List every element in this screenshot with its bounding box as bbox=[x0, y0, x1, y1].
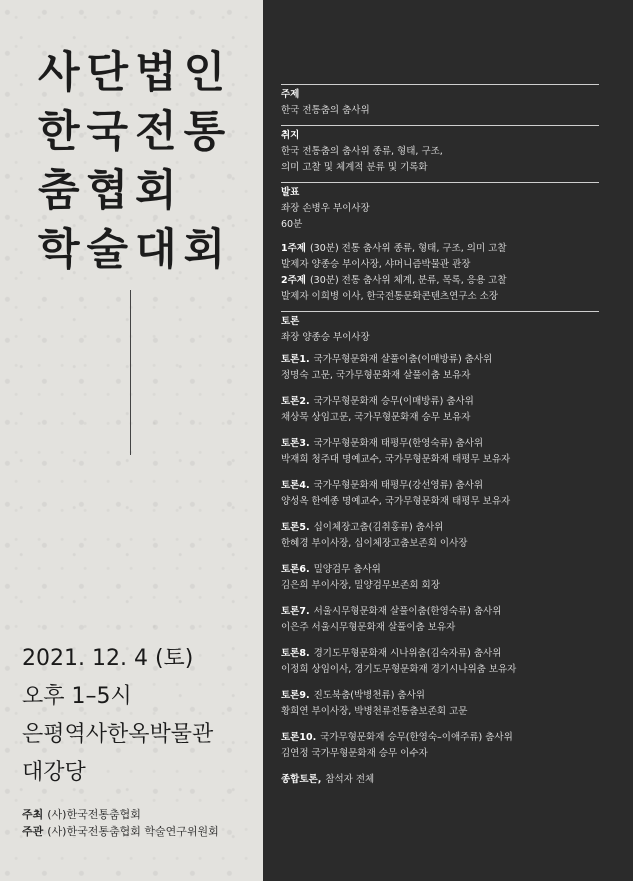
discussion-item bbox=[281, 520, 599, 552]
host-name: (사)한국전통춤협회 bbox=[47, 808, 141, 821]
discussion-title-line bbox=[281, 604, 599, 620]
discussion-speaker: 이정희 상임이사, 경기도무형문화재 경기시나위춤 보유자 bbox=[281, 664, 517, 675]
topic1-title bbox=[281, 241, 599, 257]
topic1-text: (30분) 전통 춤사위 종류, 형태, 구조, 의미 고찰 bbox=[309, 243, 507, 254]
discussion-item bbox=[281, 604, 599, 636]
discussion-item bbox=[281, 478, 599, 510]
discussion-title: 국가무형문화재 태평무(강선영류) 춤사위 bbox=[313, 480, 484, 491]
discussion-speaker: 김연정 국가무형문화재 승무 이수자 bbox=[281, 748, 428, 759]
discussion-number: 토론7. bbox=[281, 606, 310, 617]
discussion-title-line bbox=[281, 730, 599, 746]
discussion-number: 토론10. bbox=[281, 732, 317, 743]
discussion-title: 밀양검무 춤사위 bbox=[313, 564, 381, 575]
discussion-number: 토론3. bbox=[281, 438, 310, 449]
discussion-speaker: 박재희 청주대 명예교수, 국가무형문화재 태평무 보유자 bbox=[281, 454, 511, 465]
event-venue: 은평역사한옥박물관 bbox=[22, 722, 214, 747]
topic1-label: 1주제 bbox=[281, 243, 306, 254]
topic2-label: 2주제 bbox=[281, 275, 306, 286]
discussion-number: 토론6. bbox=[281, 564, 310, 575]
discussion-speaker: 정명숙 고문, 국가무형문화재 살풀이춤 보유자 bbox=[281, 370, 471, 381]
presentation-chair: 좌장 손병우 부이사장 bbox=[281, 203, 370, 214]
discussion-item bbox=[281, 352, 599, 384]
host-line bbox=[22, 806, 219, 823]
topic2-presenter: 발제자 이희병 이사, 한국전통문화콘텐츠연구소 소장 bbox=[281, 291, 498, 302]
vertical-divider bbox=[130, 290, 131, 455]
title-line-4: 학술대회 bbox=[38, 225, 233, 275]
discussion-title-line bbox=[281, 352, 599, 368]
discussion-number: 토론9. bbox=[281, 690, 310, 701]
discussion-item bbox=[281, 436, 599, 468]
purpose-line-1: 한국 전통춤의 춤사위 종류, 형태, 구조, bbox=[281, 146, 443, 157]
organizers bbox=[22, 806, 219, 840]
topic2-title bbox=[281, 273, 599, 289]
discussion-item bbox=[281, 730, 599, 762]
discussion-title: 국가무형문화재 승무(한영숙–이애주류) 춤사위 bbox=[320, 732, 513, 743]
organizer-name: (사)한국전통춤협회 학술연구위원회 bbox=[47, 825, 219, 838]
discussion-title: 국가무형문화재 승무(이매방류) 춤사위 bbox=[313, 396, 474, 407]
title-line-1: 사단법인 bbox=[38, 48, 233, 98]
discussion-title-line bbox=[281, 394, 599, 410]
discussion-number: 토론8. bbox=[281, 648, 310, 659]
purpose-label: 취지 bbox=[281, 130, 300, 141]
discussion-title: 십이체장고춤(김취홍류) 춤사위 bbox=[313, 522, 444, 533]
presentation-duration: 60분 bbox=[281, 219, 303, 230]
section-rule bbox=[281, 125, 599, 126]
discussion-speaker: 김은희 부이사장, 밀양검무보존회 회장 bbox=[281, 580, 440, 591]
organizer-line bbox=[22, 823, 219, 840]
discussion-number: 토론5. bbox=[281, 522, 310, 533]
discussion-speaker: 양성옥 한예종 명예교수, 국가무형문화재 태평무 보유자 bbox=[281, 496, 511, 507]
discussion-item bbox=[281, 562, 599, 594]
section-rule bbox=[281, 84, 599, 85]
topic1-presenter: 발제자 양종승 부이사장, 샤머니즘박물관 관장 bbox=[281, 259, 471, 270]
discussion-number: 토론1. bbox=[281, 354, 310, 365]
theme-label: 주제 bbox=[281, 89, 300, 100]
general-text: 참석자 전체 bbox=[325, 774, 375, 785]
section-rule bbox=[281, 311, 599, 312]
discussion-title-line bbox=[281, 646, 599, 662]
event-info bbox=[22, 640, 213, 792]
purpose-line-2: 의미 고찰 및 체계적 분류 및 기록화 bbox=[281, 162, 428, 173]
discussion-speaker: 이은주 서울시무형문화재 살풀이춤 보유자 bbox=[281, 622, 456, 633]
topic2-text: (30분) 전통 춤사위 체계, 분류, 목록, 응용 고찰 bbox=[309, 275, 507, 286]
discussion-speaker: 황희연 부이사장, 박병천류전통춤보존회 고문 bbox=[281, 706, 468, 717]
discussion-item bbox=[281, 688, 599, 720]
theme-text: 한국 전통춤의 춤사위 bbox=[281, 105, 370, 116]
discussion-title-line bbox=[281, 436, 599, 452]
discussion-title: 서울시무형문화재 살풀이춤(한영숙류) 춤사위 bbox=[313, 606, 502, 617]
discussion-item bbox=[281, 394, 599, 426]
discussion-title-line bbox=[281, 520, 599, 536]
discussion-chair: 좌장 양종승 부이사장 bbox=[281, 332, 370, 343]
title-line-2: 한국전통 bbox=[38, 107, 233, 157]
discussion-list bbox=[281, 352, 599, 762]
discussion-number: 토론2. bbox=[281, 396, 310, 407]
discussion-number: 토론4. bbox=[281, 480, 310, 491]
discussion-title: 국가무형문화재 살풀이춤(이매방류) 춤사위 bbox=[313, 354, 493, 365]
program-content bbox=[281, 84, 599, 788]
general-label: 종합토론, bbox=[281, 774, 322, 785]
left-panel bbox=[0, 0, 263, 881]
event-time: 오후 1–5시 bbox=[22, 684, 132, 709]
discussion-speaker: 한혜경 부이사장, 십이체장고춤보존회 이사장 bbox=[281, 538, 468, 549]
section-rule bbox=[281, 182, 599, 183]
discussion-title: 국가무형문화재 태평무(한영숙류) 춤사위 bbox=[313, 438, 484, 449]
discussion-title-line bbox=[281, 478, 599, 494]
discussion-title-line bbox=[281, 562, 599, 578]
discussion-label: 토론 bbox=[281, 316, 300, 327]
discussion-speaker: 채상묵 상임고문, 국가무형문화재 승무 보유자 bbox=[281, 412, 471, 423]
event-hall: 대강당 bbox=[22, 760, 86, 785]
poster-title bbox=[38, 44, 238, 280]
event-date: 2021. 12. 4 (토) bbox=[22, 646, 194, 671]
discussion-title: 경기도무형문화재 시나위춤(김숙자류) 춤사위 bbox=[313, 648, 502, 659]
host-label: 주최 bbox=[22, 808, 44, 821]
discussion-title: 진도북춤(박병천류) 춤사위 bbox=[313, 690, 425, 701]
discussion-item bbox=[281, 646, 599, 678]
discussion-title-line bbox=[281, 688, 599, 704]
general-discussion bbox=[281, 772, 599, 788]
organizer-label: 주관 bbox=[22, 825, 44, 838]
title-line-3: 춤협회 bbox=[38, 166, 184, 216]
presentation-label: 발표 bbox=[281, 187, 300, 198]
